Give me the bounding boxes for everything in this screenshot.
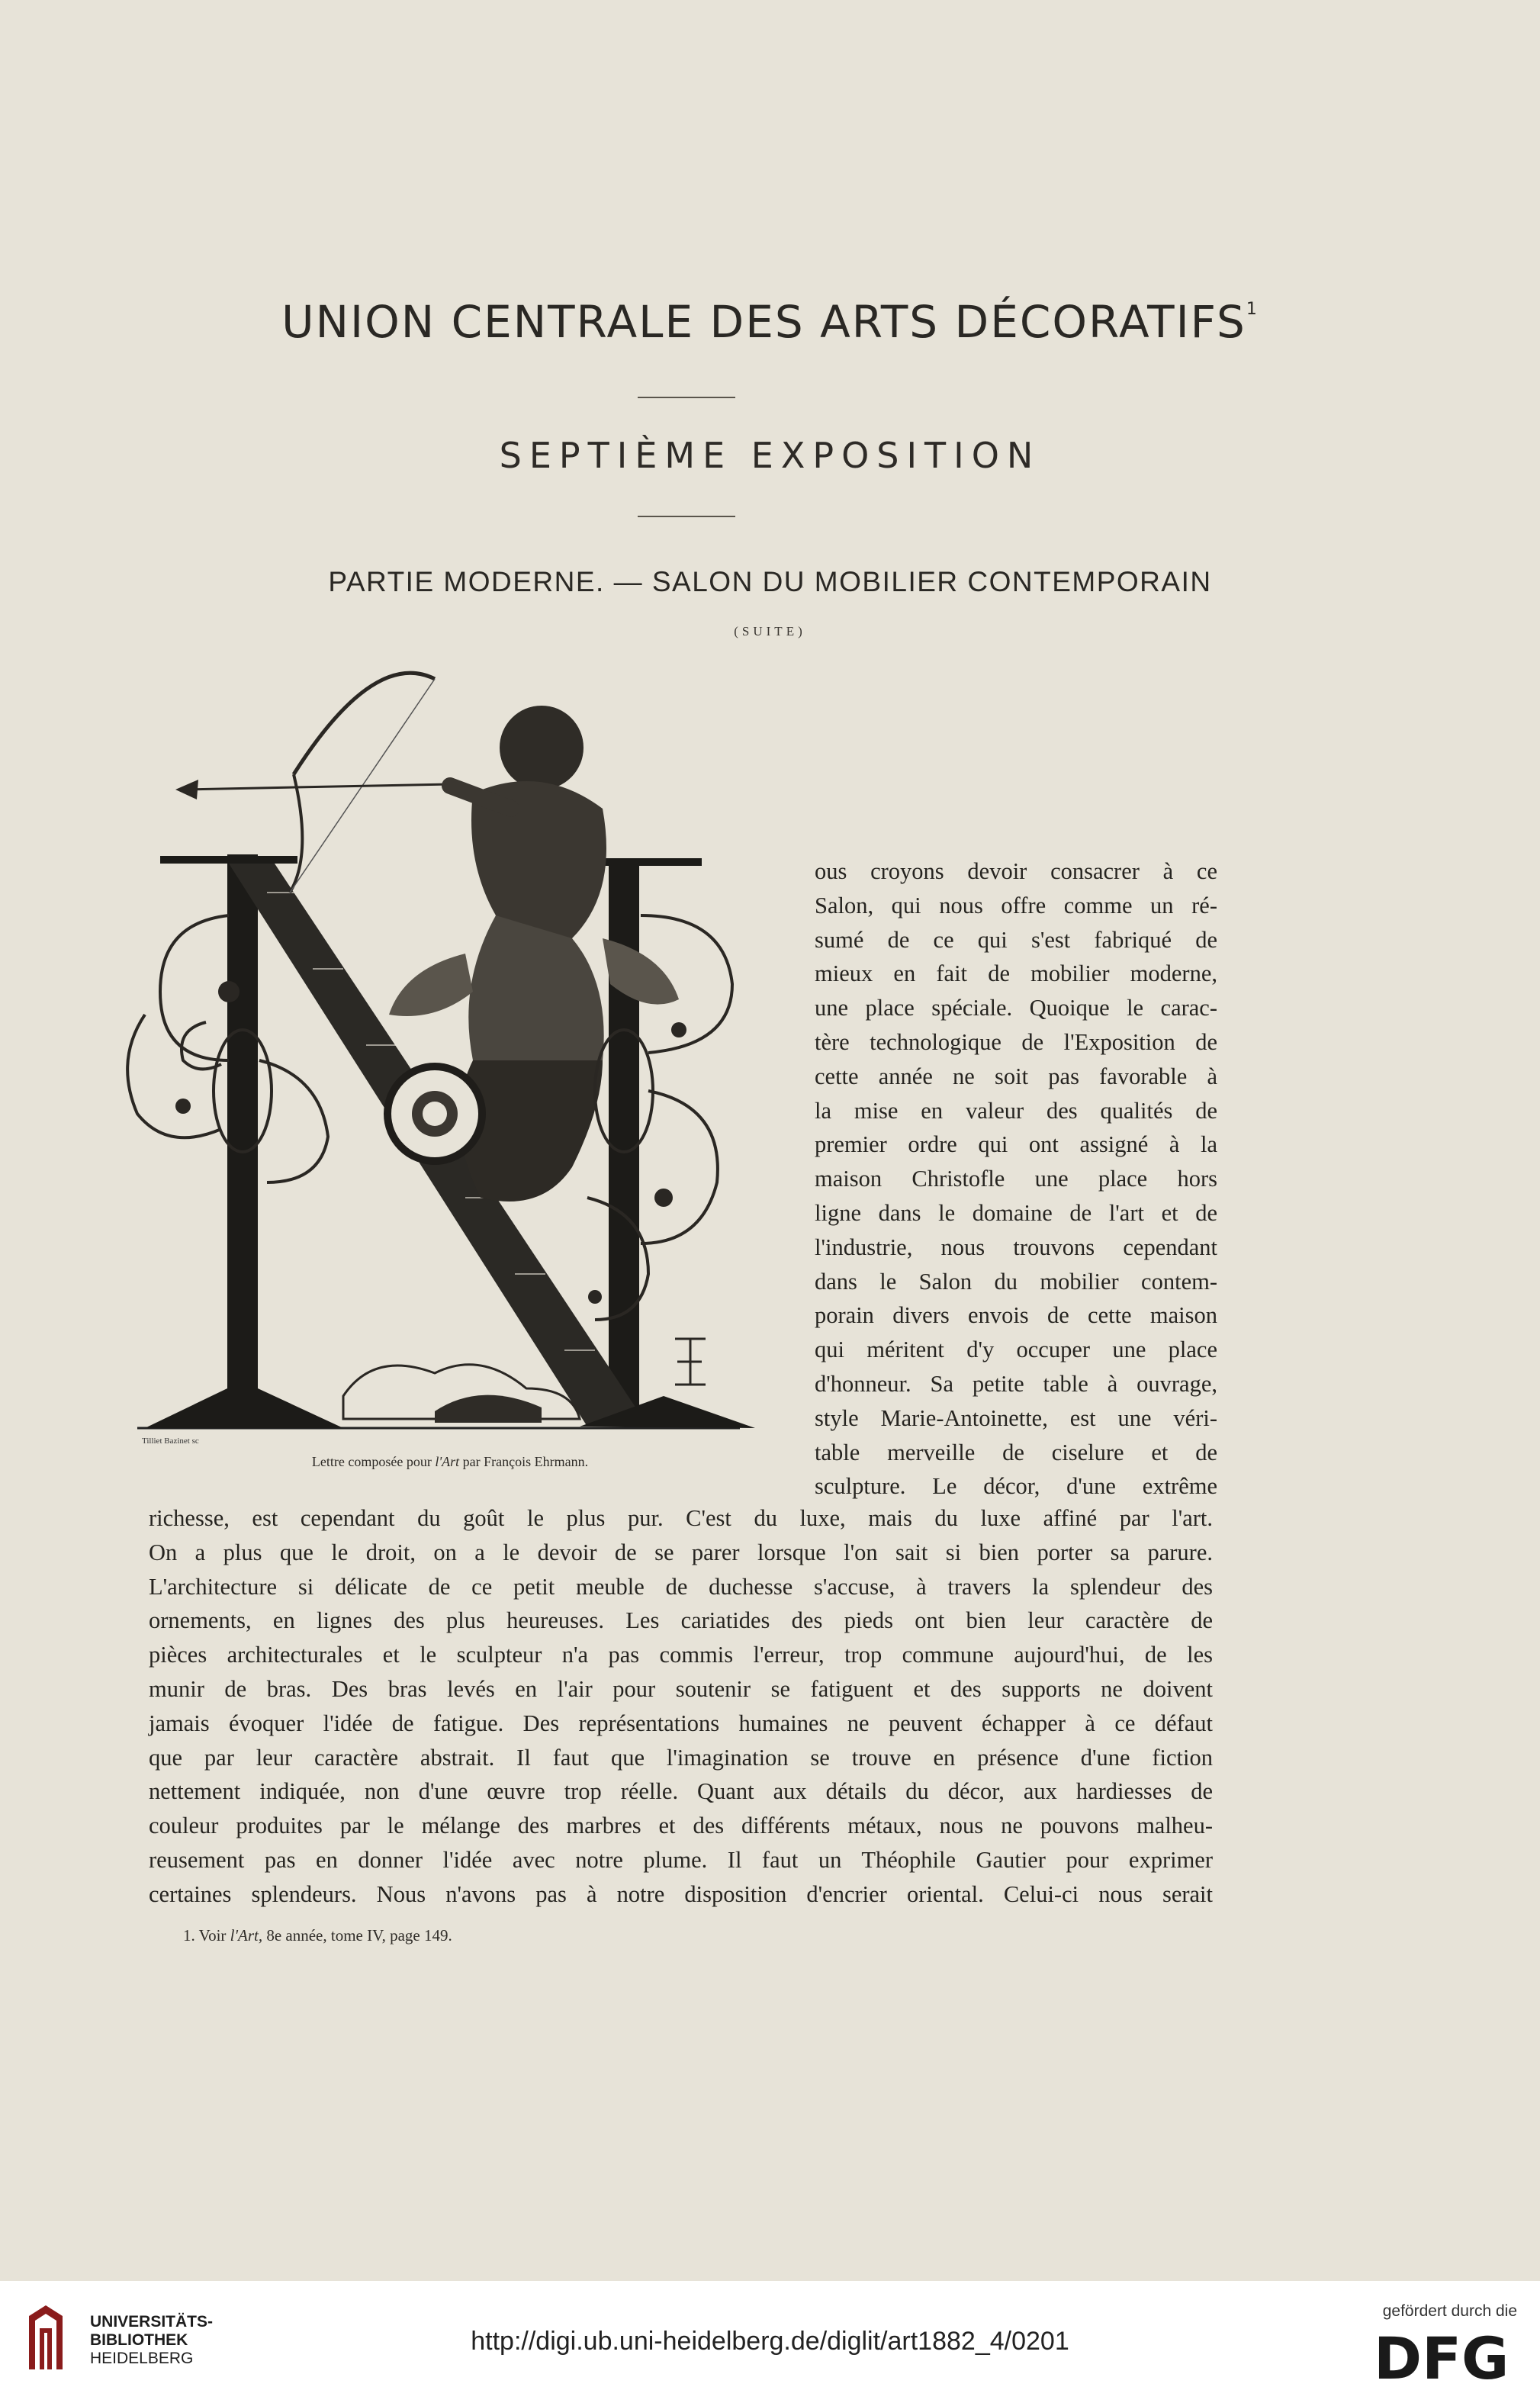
text-line: sculpture. Le décor, d'une extrême	[815, 1473, 1217, 1500]
text-line: mieux en fait de mobilier moderne,	[815, 960, 1217, 987]
text-line: tère technologique de l'Exposition de	[815, 1028, 1217, 1055]
column-text	[815, 854, 1217, 1504]
text-line: nettement indiquée, non d'une œuvre trop réelle. Quant aux détails du décor, aux hardiesses de	[149, 1778, 1213, 1805]
engraver-signature: Tilliet Bazinet sc	[142, 1436, 199, 1446]
divider-top	[638, 397, 735, 398]
text-line: style Marie-Antoinette, est une véri-	[815, 1404, 1217, 1431]
suite-label: (SUITE)	[734, 624, 806, 639]
text-line: ligne dans le domaine de l'art et de	[815, 1199, 1217, 1226]
text-line: dans le Salon du mobilier contem-	[815, 1268, 1217, 1295]
divider-bottom	[638, 516, 735, 517]
footnote-marker[interactable]: 1	[1246, 300, 1259, 319]
text-line: que par leur caractère abstrait. Il faut que l'imagination se trouve en présence d'une fiction	[149, 1744, 1213, 1771]
dfg-logo-icon[interactable]	[1372, 2328, 1517, 2383]
footer-bar	[0, 2281, 1540, 2403]
text-line: une place spéciale. Quoique le carac-	[815, 995, 1217, 1021]
text-line: ous croyons devoir consacrer à ce	[815, 858, 1217, 884]
library-name[interactable]: UNIVERSITÄTS- BIBLIOTHEK HEIDELBERG	[90, 2313, 214, 2367]
body-text	[149, 1501, 1213, 1912]
text-line: l'industrie, nous trouvons cependant	[815, 1234, 1217, 1260]
text-line: porain divers envois de cette maison	[815, 1302, 1217, 1329]
subtitle: SEPTIÈME EXPOSITION	[499, 435, 1041, 476]
text-line: reusement pas en donner l'idée avec notre plume. Il faut un Théophile Gautier pour exprimer	[149, 1846, 1213, 1873]
text-line: d'honneur. Sa petite table à ouvrage,	[815, 1370, 1217, 1397]
text-line: L'architecture si délicate de ce petit meuble de duchesse s'accuse, à travers la splendeur des	[149, 1573, 1213, 1600]
text-line: pièces architecturales et le sculpteur n'a pas commis l'erreur, trop commune aujourd'hui, de les	[149, 1642, 1213, 1668]
text-line: qui méritent d'y occuper une place	[815, 1337, 1217, 1363]
text-line: certaines splendeurs. Nous n'avons pas à notre disposition d'encrier oriental. Celui-ci nous serait	[149, 1880, 1213, 1907]
illustration-caption: Lettre composée pour l'Art par François Ehrmann.	[311, 1454, 589, 1469]
text-line: maison Christofle une place hors	[815, 1166, 1217, 1192]
text-line: sumé de ce qui s'est fabriqué de	[815, 926, 1217, 953]
text-line: cette année ne soit pas favorable à	[815, 1063, 1217, 1089]
text-line: la mise en valeur des qualités de	[815, 1097, 1217, 1124]
section-heading: PARTIE MODERNE. — SALON DU MOBILIER CONTEMPORAIN	[328, 566, 1212, 597]
text-line: jamais évoquer l'idée de fatigue. Des représentations humaines ne peuvent échapper à ce défaut	[149, 1710, 1213, 1736]
text-line: premier ordre qui ont assigné à la	[815, 1131, 1217, 1158]
text-line: ornements, en lignes des plus heureuses. Les cariatides des pieds ont bien leur caractère de	[149, 1607, 1213, 1634]
page-title: UNION CENTRALE DES ARTS DÉCORATIFS$^1$	[281, 296, 1259, 348]
text-line: richesse, est cependant du goût le plus pur. C'est du luxe, mais du luxe affiné par l'art.	[149, 1505, 1213, 1531]
permalink-url[interactable]: http://digi.ub.uni-heidelberg.de/diglit/art1882_4/0201	[471, 2327, 1069, 2356]
text-line: On a plus que le droit, on a le devoir de se parer lorsque l'on sait si bien porter sa parure.	[149, 1539, 1213, 1565]
ornamental-initial-n-illustration	[114, 664, 770, 1449]
sponsor-label: gefördert durch die	[1382, 2302, 1517, 2320]
dfg-logo-text: DFG	[1374, 2328, 1509, 2383]
text-line: Salon, qui nous offre comme un ré-	[815, 892, 1217, 918]
text-line: couleur produites par le mélange des marbres et des différents métaux, nous ne pouvons malheu-	[149, 1813, 1213, 1839]
text-line: munir de bras. Des bras levés en l'air pour soutenir se fatiguent et des supports ne doivent	[149, 1675, 1213, 1702]
text-line: table merveille de ciselure et de	[815, 1439, 1217, 1465]
footnote: 1. Voir l'Art, 8e année, tome IV, page 149.	[183, 1926, 452, 1945]
